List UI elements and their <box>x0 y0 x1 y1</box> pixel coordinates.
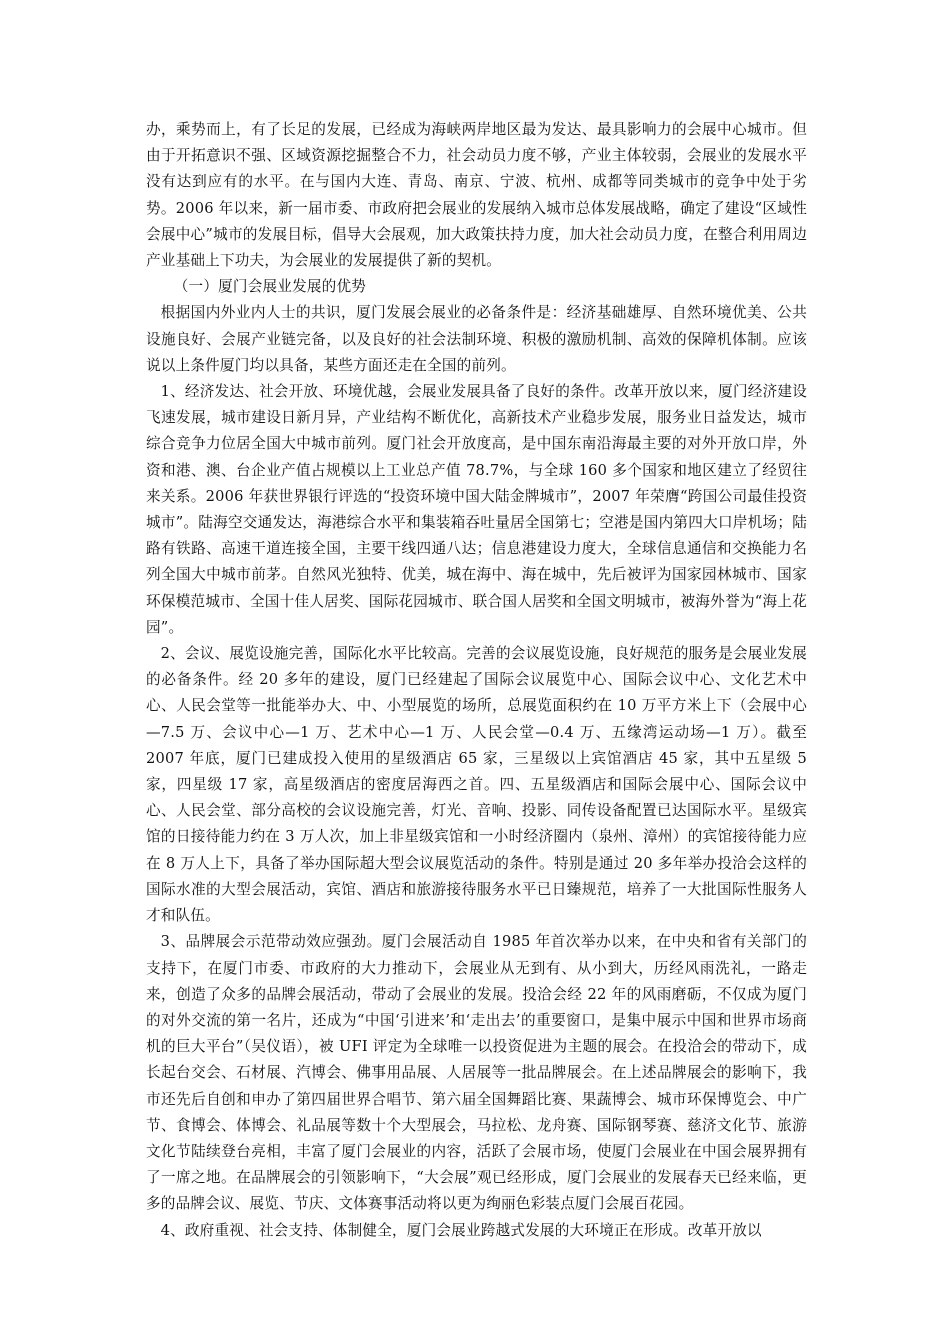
paragraph-continuation: 办，乘势而上，有了长足的发展，已经成为海峡两岸地区最为发达、最具影响力的会展中心城市。但由于开拓意识不强、区域资源挖掘整合不力，社会动员力度不够，产业主体较弱，会展业的发展水平没有达到应有的水平。在与国内大连、青岛、南京、宁波、杭州、成都等同类城市的竞争中处于劣势。2006 年以来，新一届市委、市政府把会展业的发展纳入城市总体发展战略，确定了建设“区域性会展中心”城市的发展目标，倡导大会展观，加大政策扶持力度，加大社会动员力度，在整合利用周边产业基础上下功夫，为会展业的发展提供了新的契机。 <box>146 121 807 270</box>
paragraph-point-2: 2、会议、展览设施完善，国际化水平比较高。完善的会议展览设施，良好规范的服务是会展业发展的必备条件。经 20 多年的建设，厦门已经建起了国际会议展览中心、国际会议中心、文化艺术中心、人民会堂等一批能举办大、中、小型展览的场所，总展览面积约在 10 万平方米上下（会展中心—7.5 万、会议中心—1 万、艺术中心—1 万、人民会堂—0.4 万、五缘湾运动场—1 万）。截至 2007 年底，厦门已建成投入使用的星级酒店 65 家，三星级以上宾馆酒店 45 家，其中五星级 5 家，四星级 17 家，高星级酒店的密度居海西之首。四、五星级酒店和国际会展中心、国际会议中心、人民会堂、部分高校的会议设施完善，灯光、音响、投影、同传设备配置已达国际水平。星级宾馆的日接待能力约在 3 万人次，加上非星级宾馆和一小时经济圈内（泉州、漳州）的宾馆接待能力应在 8 万人上下，具备了举办国际超大型会议展览活动的条件。特别是通过 20 多年举办投洽会这样的国际水准的大型会展活动，宾馆、酒店和旅游接待服务水平已日臻规范，培养了一大批国际性服务人才和队伍。 <box>146 645 807 925</box>
paragraph-point-1: 1、经济发达、社会开放、环境优越，会展业发展具备了良好的条件。改革开放以来，厦门经济建设飞速发展，城市建设日新月异，产业结构不断优化，高新技术产业稳步发展，服务业日益发达，城市综合竞争力位居全国大中城市前列。厦门社会开放度高，是中国东南沿海最主要的对外开放口岸，外资和港、澳、台企业产值占规模以上工业总产值 78.7%，与全球 160 多个国家和地区建立了经贸往来关系。2006 年获世界银行评选的“投资环境中国大陆金牌城市”，2007 年荣膺“跨国公司最佳投资城市”。陆海空交通发达，海港综合水平和集装箱吞吐量居全国第七；空港是国内第四大口岸机场；陆路有铁路、高速干道连接全国，主要干线四通八达；信息港建设力度大，全球信息通信和交换能力名列全国大中城市前茅。自然风光独特、优美，城在海中、海在城中，先后被评为国家园林城市、国家环保模范城市、全国十佳人居奖、国际花园城市、联合国人居奖和全国文明城市，被海外誉为“海上花园”。 <box>146 383 807 636</box>
section-heading: （一）厦门会展业发展的优势 <box>173 278 367 296</box>
document-body <box>146 117 807 1244</box>
paragraph-point-4: 4、政府重视、社会支持、体制健全，厦门会展业跨越式发展的大环境正在形成。改革开放以 <box>160 1221 762 1239</box>
paragraph-point-3: 3、品牌展会示范带动效应强劲。厦门会展活动自 1985 年首次举办以来，在中央和省有关部门的支持下，在厦门市委、市政府的大力推动下，会展业从无到有、从小到大，历经风雨洗礼，一路走来，创造了众多的品牌会展活动，带动了会展业的发展。投洽会经 22 年的风雨磨砺，不仅成为厦门的对外交流的第一名片，还成为“中国‘引进来’和‘走出去’的重要窗口，是集中展示中国和世界市场商机的巨大平台”（吴仪语），被 UFI 评定为全球唯一以投资促进为主题的展会。在投洽会的带动下，成长起台交会、石材展、汽博会、佛事用品展、人居展等一批品牌展会。在上述品牌展会的影响下，我市还先后自创和申办了第四届世界合唱节、第六届全国舞蹈比赛、果蔬博会、城市环保博览会、中广节、食博会、体博会、礼品展等数十个大型展会，马拉松、龙舟赛、国际钢琴赛、慈济文化节、旅游文化节陆续登台亮相，丰富了厦门会展业的内容，活跃了会展市场，使厦门会展业在中国会展界拥有了一席之地。在品牌展会的引领影响下，“大会展”观已经形成，厦门会展业的发展春天已经来临，更多的品牌会议、展览、节庆、文体赛事活动将以更为绚丽色彩装点厦门会展百花园。 <box>146 933 807 1213</box>
paragraph-conditions: 根据国内外业内人士的共识，厦门发展会展业的必备条件是：经济基础雄厚、自然环境优美、公共设施良好、会展产业链完备，以及良好的社会法制环境、积极的激励机制、高效的保障机体制。应该说以上条件厦门均以具备，某些方面还走在全国的前列。 <box>146 304 807 374</box>
